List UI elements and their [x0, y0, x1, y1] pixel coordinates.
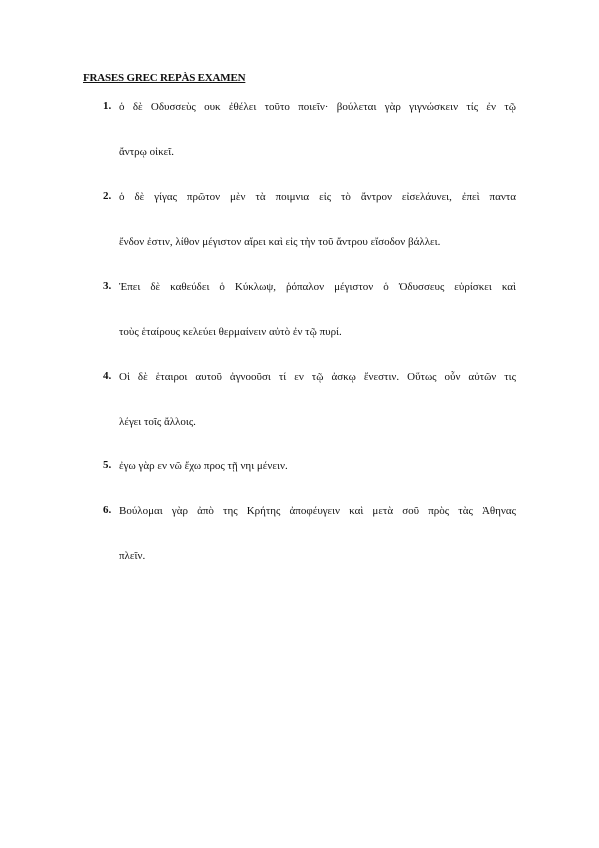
page-title: FRASES GREC REPÀS EXAMEN — [83, 72, 246, 84]
sentence-line-2: ἄντρῳ οἰκεῖ. — [119, 146, 174, 158]
sentence-line-1: Βούλομαι γὰρ ἀπὸ της Κρήτης ἀποφέυγειν καὶ μετὰ σοῦ πρὸς τὰς Ἀθηνας — [119, 505, 516, 517]
item-number: 4. — [103, 370, 112, 382]
item-number: 1. — [103, 100, 112, 112]
sentence-line-1: ὁ δὲ Οδυσσεὺς ουκ ἐθέλει τοῦτο ποιεῖν· βούλεται γὰρ γιγνώσκειν τίς ἐν τῷ — [119, 101, 516, 113]
sentence-line-2: πλεῖν. — [119, 550, 146, 562]
item-number: 5. — [103, 459, 112, 471]
sentence-line-1: Ἐπει δὲ καθεύδει ὁ Κύκλωψ, ῥόπαλον μέγιστον ὁ Ὀδυσσευς εὑρίσκει καὶ — [119, 281, 516, 293]
item-number: 2. — [103, 190, 112, 202]
sentence-line-2: ἔνδον ἐστιν, λίθον μέγιστον αἴρει καὶ εἰς τὴν τοῦ ἄντρου εἴσοδον βάλλει. — [119, 236, 441, 248]
sentence-line-1: ἐγω γὰρ εν νῶ ἔχω προς τῇ νηι μένειν. — [119, 460, 288, 472]
sentence-line-2: τοὺς ἑταίρους κελεύει θερμαίνειν αὐτὸ ἐν τῷ πυρί. — [119, 326, 342, 338]
item-number: 3. — [103, 280, 112, 292]
item-number: 6. — [103, 504, 112, 516]
sentence-line-1: Οἱ δὲ ἑταιροι αυτοῦ ἀγνοοῦσι τί εν τῷ ἀσκῳ ἔνεστιν. Οὕτως οὖν αὐτῶν τις — [119, 371, 516, 383]
sentence-line-2: λέγει τοῖς ἄλλοις. — [119, 416, 196, 428]
sentence-line-1: ὁ δὲ γίγας πρῶτον μὲν τὰ ποιμνια εἰς τὸ ἄντρον εἰσελάυνει, ἐπεὶ παντα — [119, 191, 516, 203]
